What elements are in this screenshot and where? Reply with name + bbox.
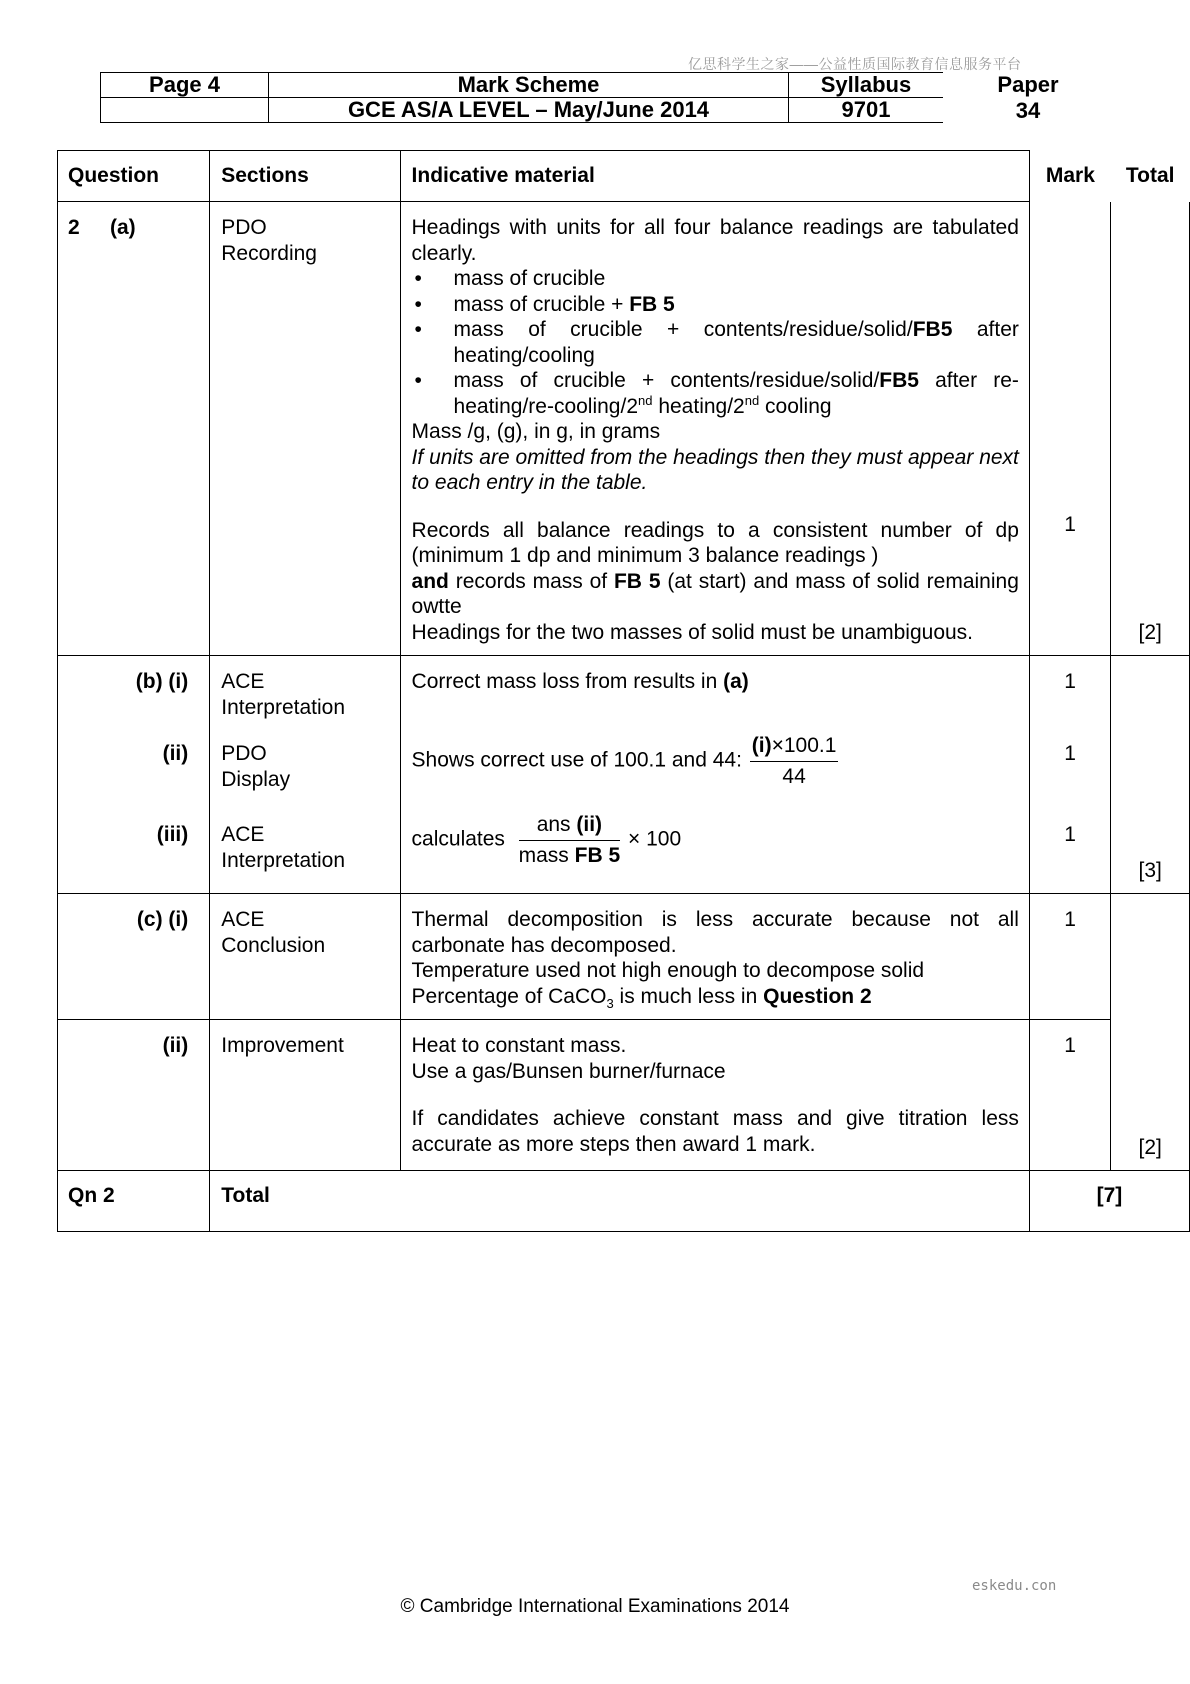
fraction: $\frac{\text{ans (ii)}}{\text{mass FB 5}}$ — [518, 813, 621, 867]
total-2a — [1111, 202, 1190, 656]
mark-value: 1 — [1064, 742, 1076, 765]
question-part: (c) (i) — [136, 908, 189, 931]
indicative-text: Correct mass loss from results in (a) — [411, 670, 749, 693]
section-skill: PDO — [221, 216, 267, 239]
formula-biii: calculates $\frac{\text{ans (ii)}}{\text{mass FB 5}}$ × 100 — [411, 813, 682, 867]
section-2a — [210, 202, 400, 656]
list-item: • mass of crucible — [412, 266, 1019, 292]
table-row-2cii — [58, 1020, 1190, 1171]
question-2a — [58, 202, 210, 656]
mark-2b — [1029, 656, 1111, 894]
copyright-footer: © Cambridge International Examinations 2014 — [400, 1596, 790, 1617]
indicative-text: If candidates achieve constant mass and give titration less accurate as more steps then award 1 mark. — [411, 1107, 1019, 1156]
paper-block — [980, 72, 1076, 124]
site-watermark: eskedu.con — [972, 1578, 1057, 1594]
indicative-note: If units are omitted from the headings then they must appear next to each entry in the table. — [411, 445, 1019, 494]
total-2ci — [1111, 894, 1190, 1020]
section-2cii — [210, 1020, 400, 1171]
indicative-text: and records mass of FB 5 (at start) and mass of solid remaining owtte — [411, 569, 1019, 618]
section-name: Conclusion — [221, 933, 326, 957]
watermark-text: 亿思科学生之家——公益性质国际教育信息服务平台 — [688, 56, 1022, 72]
mark-2a — [1029, 202, 1111, 656]
question-part: (ii) — [162, 742, 189, 765]
syllabus-label: Syllabus — [789, 73, 944, 98]
table-row-2b — [58, 656, 1190, 894]
mark-value: 1 — [1064, 1034, 1076, 1057]
table-row-2ci — [58, 894, 1190, 1020]
mark-value: 1 — [1064, 908, 1076, 931]
indicative-text: Percentage of CaCO$_3$ is much less in Question 2 — [411, 984, 872, 1011]
total-value: [2] — [1138, 620, 1162, 644]
indicative-text: Heat to constant mass. — [411, 1034, 627, 1057]
col-total: Total — [1125, 164, 1175, 188]
question-2ci — [58, 894, 210, 1020]
mark-value: 1 — [1064, 512, 1076, 536]
table-row-2a — [58, 202, 1190, 656]
total-2b — [1111, 656, 1190, 894]
list-item: • mass of crucible + FB 5 — [412, 292, 1019, 318]
mark-scheme-title: Mark Scheme — [269, 73, 789, 98]
indicative-text: Headings with units for all four balance readings are tabulated clearly. — [411, 216, 1019, 265]
col-sections: Sections — [210, 151, 400, 202]
grand-total: [7] — [1029, 1171, 1189, 1232]
column-header-row — [58, 151, 1190, 202]
mark-2ci — [1029, 894, 1111, 1020]
total-label: Qn 2 — [58, 1171, 210, 1232]
document-header — [100, 72, 943, 123]
question-part: (b) (i) — [135, 670, 189, 693]
section-2ci — [210, 894, 400, 1020]
fraction: $\frac{(i)\times 100.1}{44}$ — [751, 734, 837, 788]
question-2b — [58, 656, 210, 894]
indicative-text: Mass /g, (g), in g, in grams — [411, 420, 661, 443]
total-value: [2] — [1138, 1135, 1162, 1159]
section-name: Improvement — [221, 1034, 344, 1057]
section-name: Recording — [221, 241, 317, 265]
question-part: (ii) — [162, 1034, 189, 1057]
indicative-2a — [400, 202, 1029, 656]
exam-title: GCE AS/A LEVEL – May/June 2014 — [269, 98, 789, 123]
formula-bii: Shows correct use of 100.1 and 44: $\frac{(i)\times 100.1}{44}$ — [411, 734, 837, 788]
question-part: (a) — [110, 216, 136, 239]
list-item: • mass of crucible + contents/residue/solid/FB5 after heating/cooling — [412, 317, 1019, 368]
total-value: [3] — [1138, 858, 1162, 882]
section-biii: ACE Interpretation — [221, 823, 345, 872]
question-part: (iii) — [156, 823, 189, 846]
total-text: Total — [210, 1171, 1030, 1232]
mark-2cii — [1029, 1020, 1111, 1171]
paper-label: Paper — [997, 72, 1059, 97]
list-item: • mass of crucible + contents/residue/solid/FB5 after re-heating/re-cooling/2nd heating/2nd cooling — [412, 368, 1019, 419]
section-2b — [210, 656, 400, 894]
section-bii: PDO Display — [221, 742, 291, 791]
indicative-2ci — [400, 894, 1029, 1020]
col-mark: Mark — [1045, 164, 1095, 188]
section-bi: ACE Interpretation — [221, 670, 345, 719]
indicative-text: Temperature used not high enough to decompose solid — [411, 959, 925, 982]
heading-list — [412, 266, 1019, 419]
question-number: 2 — [68, 216, 80, 239]
mark-value: 1 — [1064, 823, 1076, 846]
table-row-total — [58, 1171, 1190, 1232]
mark-scheme-table — [57, 150, 1190, 1232]
header-blank-cell — [101, 98, 269, 123]
section-skill: ACE — [221, 908, 265, 931]
indicative-2cii — [400, 1020, 1029, 1171]
syllabus-code: 9701 — [789, 98, 944, 123]
question-2cii — [58, 1020, 210, 1171]
paper-number: 34 — [1015, 98, 1041, 123]
indicative-text: Headings for the two masses of solid must be unambiguous. — [411, 620, 974, 644]
indicative-text: Thermal decomposition is less accurate because not all carbonate has decomposed. — [411, 908, 1019, 957]
col-question: Question — [58, 151, 210, 202]
indicative-text: Use a gas/Bunsen burner/furnace — [411, 1059, 726, 1083]
indicative-2b — [400, 656, 1029, 894]
total-2c — [1111, 1020, 1190, 1171]
mark-value: 1 — [1064, 670, 1076, 693]
col-indicative: Indicative material — [400, 151, 1029, 202]
indicative-text: Records all balance readings to a consistent number of dp (minimum 1 dp and minimum 3 balance readings ) — [411, 518, 1019, 567]
page-number: Page 4 — [101, 73, 269, 98]
